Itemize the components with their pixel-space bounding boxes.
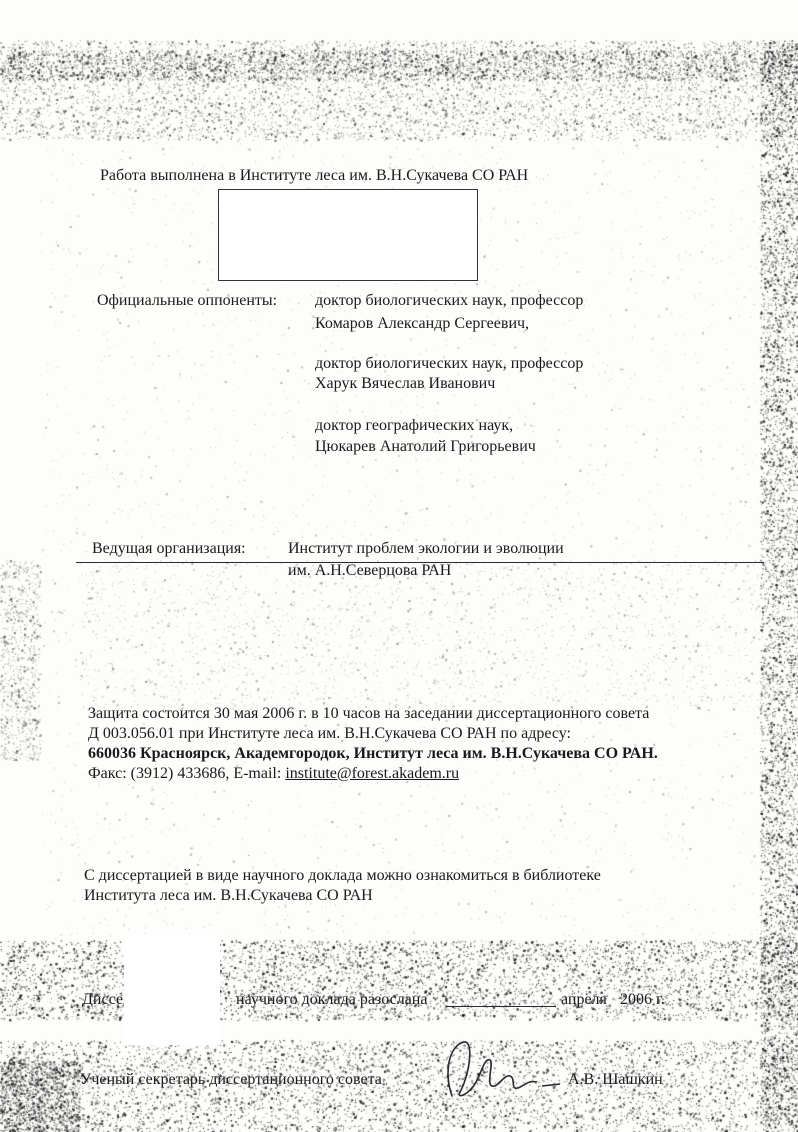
email-link[interactable]: institute@forest.akadem.ru	[285, 765, 460, 782]
opponent-2-name: Харук Вячеслав Иванович	[315, 375, 496, 392]
distribution-prefix: Диссе	[82, 991, 123, 1008]
work-done-line: Работа выполнена в Институте леса им. В.Н.Сукачева СО РАН	[100, 167, 529, 184]
library-line1: С диссертацией в виде научного доклада можно ознакомиться в библиотеке	[84, 867, 601, 884]
defense-line2: Д 003.056.01 при Институте леса им. В.Н.Сукачева СО РАН по адресу:	[88, 725, 571, 742]
opponent-2-degree: доктор биологических наук, профессор	[315, 355, 584, 372]
date-blank-line	[446, 1006, 556, 1007]
secretary-name: А.В. Шашкин	[568, 1071, 663, 1088]
leading-org-line2: им. А.Н.Северцова РАН	[288, 562, 452, 579]
defense-line1: Защита состоится 30 мая 2006 г. в 10 часов на заседании диссертационного совета	[88, 705, 650, 722]
opponents-label: Официальные оппоненты:	[97, 292, 278, 309]
fax-text: Факс: (3912) 433686, E-mail:	[88, 765, 282, 782]
opponent-3-name: Цюкарев Анатолий Григорьевич	[315, 438, 536, 455]
opponent-1-degree: доктор биологических наук, профессор	[315, 292, 584, 309]
leading-org-line1: Институт проблем экологии и эволюции	[288, 540, 564, 557]
distribution-month: апреля	[561, 991, 607, 1008]
opponent-1-name: Комаров Александр Сергеевич,	[315, 315, 530, 332]
redacted-box	[218, 189, 478, 281]
library-line2: Института леса им. В.Н.Сукачева СО РАН	[84, 887, 373, 904]
distribution-year: 2006 г.	[620, 991, 665, 1008]
defense-address: 660036 Красноярск, Академгородок, Институт леса им. В.Н.Сукачева СО РАН.	[88, 745, 658, 762]
opponent-3-degree: доктор географических наук,	[315, 417, 514, 434]
leading-org-label: Ведущая организация:	[92, 540, 246, 557]
signature	[430, 1034, 570, 1104]
defense-fax	[88, 764, 459, 784]
secretary-label: Ученый секретарь диссертационного совета	[80, 1071, 382, 1088]
distribution-middle: научного доклада разослана	[236, 991, 428, 1008]
stamp-patch	[124, 935, 220, 1045]
